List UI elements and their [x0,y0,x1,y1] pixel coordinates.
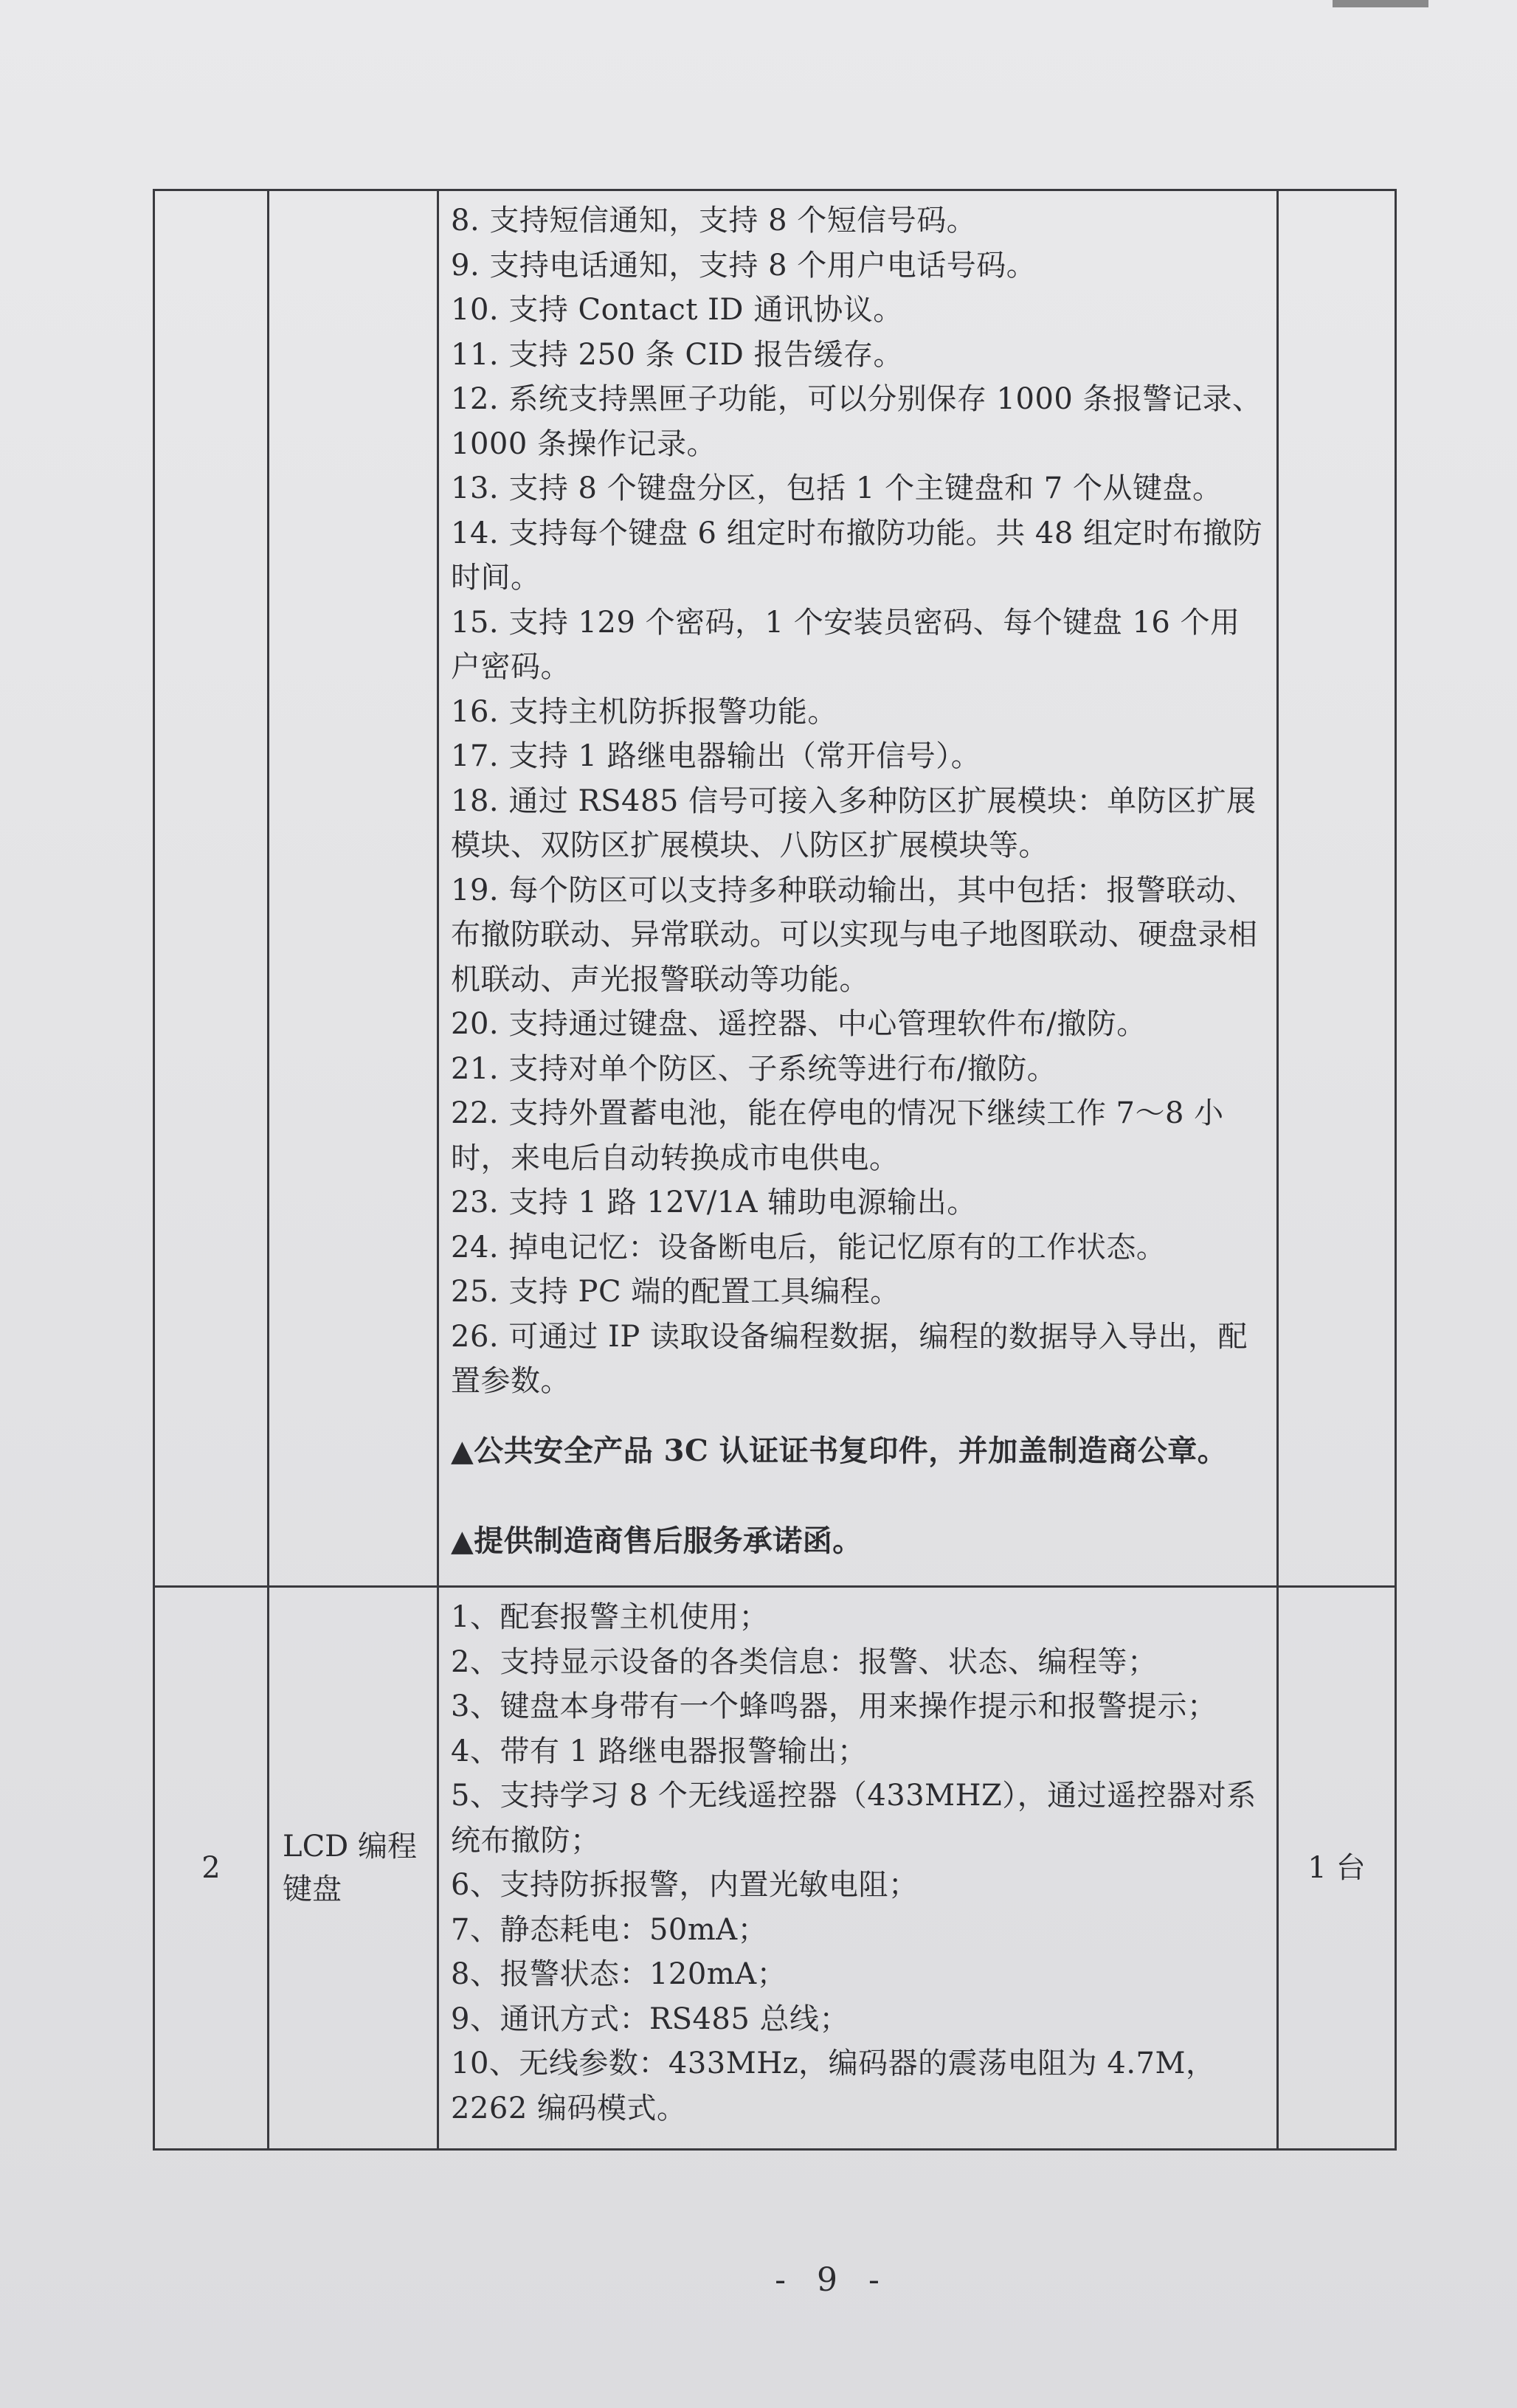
spec-item: 20. 支持通过键盘、遥控器、中心管理软件布/撤防。 [451,1007,1147,1041]
table-row [154,1587,1396,2150]
row-number-cell [154,190,269,1587]
spec-item: 23. 支持 1 路 12V/1A 辅助电源输出。 [451,1186,977,1219]
spec-list [439,191,1276,1570]
page-number: - 9 - [775,2261,890,2299]
spec-item: 22. 支持外置蓄电池，能在停电的情况下继续工作 7～8 小时，来电后自动转换成市电供电。 [451,1096,1224,1175]
service-requirement: ▲提供制造商售后服务承诺函。 [451,1523,863,1558]
spec-item: 14. 支持每个键盘 6 组定时布撤防功能。共 48 组定时布撤防时间。 [451,516,1263,595]
spec-item: 15. 支持 129 个密码，1 个安装员密码、每个键盘 16 个用户密码。 [451,605,1240,684]
row-number-cell: 2 [154,1587,269,2150]
spec-item: 1、配套报警主机使用； [451,1600,769,1634]
spec-item: 9. 支持电话通知，支持 8 个用户电话号码。 [451,248,1037,283]
spec-item: 21. 支持对单个防区、子系统等进行布/撤防。 [451,1051,1057,1086]
spec-item: 13. 支持 8 个键盘分区，包括 1 个主键盘和 7 个从键盘。 [451,471,1223,505]
corner-mark [1333,0,1428,7]
table-row [154,190,1396,1587]
spec-item: 10. 支持 Contact ID 通讯协议。 [451,293,903,327]
spec-list [439,1588,1276,2137]
spec-item: 12. 系统支持黑匣子功能，可以分别保存 1000 条报警记录、1000 条操作记录。 [451,382,1262,461]
spec-item: 19. 每个防区可以支持多种联动输出，其中包括：报警联动、布撤防联动、异常联动。可以实现与电子地图联动、硬盘录相机联动、声光报警联动等功能。 [451,873,1258,997]
spec-table [153,189,1397,2151]
product-name-cell: LCD 编程键盘 [269,1587,438,2150]
spec-item: 11. 支持 250 条 CID 报告缓存。 [451,337,904,372]
quantity-cell [1278,190,1396,1587]
quantity-cell: 1 台 [1278,1587,1396,2150]
spec-item: 10、无线参数：433MHz，编码器的震荡电阻为 4.7M，2262 编码模式。 [451,2047,1216,2125]
spec-cell [438,1587,1278,2150]
spec-item: 7、静态耗电：50mA； [451,1912,768,1947]
spec-item: 9、通讯方式：RS485 总线； [451,2002,850,2036]
spec-item: 8、报警状态：120mA； [451,1957,787,1991]
spec-item: 26. 可通过 IP 读取设备编程数据，编程的数据导入导出，配置参数。 [451,1319,1248,1398]
certificate-requirement: ▲公共安全产品 3C 认证证书复印件，并加盖制造商公章。 [451,1433,1228,1468]
spec-item: 25. 支持 PC 端的配置工具编程。 [451,1275,900,1309]
spec-item: 17. 支持 1 路继电器输出（常开信号）。 [451,739,981,773]
spec-item: 6、支持防拆报警，内置光敏电阻； [451,1868,919,1902]
spec-item: 8. 支持短信通知，支持 8 个短信号码。 [451,204,977,238]
spec-item: 24. 掉电记忆：设备断电后，能记忆原有的工作状态。 [451,1230,1167,1264]
spec-item: 4、带有 1 路继电器报警输出； [451,1734,868,1768]
product-name-cell [269,190,438,1587]
spec-item: 5、支持学习 8 个无线遥控器（433MHZ），通过遥控器对系统布撤防； [451,1779,1257,1858]
spec-item: 18. 通过 RS485 信号可接入多种防区扩展模块：单防区扩展模块、双防区扩展模块、八防区扩展模块等。 [451,783,1257,862]
spec-item: 3、键盘本身带有一个蜂鸣器，用来操作提示和报警提示； [451,1689,1217,1723]
spec-item: 2、支持显示设备的各类信息：报警、状态、编程等； [451,1644,1158,1679]
spec-cell [438,190,1278,1587]
spec-item: 16. 支持主机防拆报警功能。 [451,694,837,729]
